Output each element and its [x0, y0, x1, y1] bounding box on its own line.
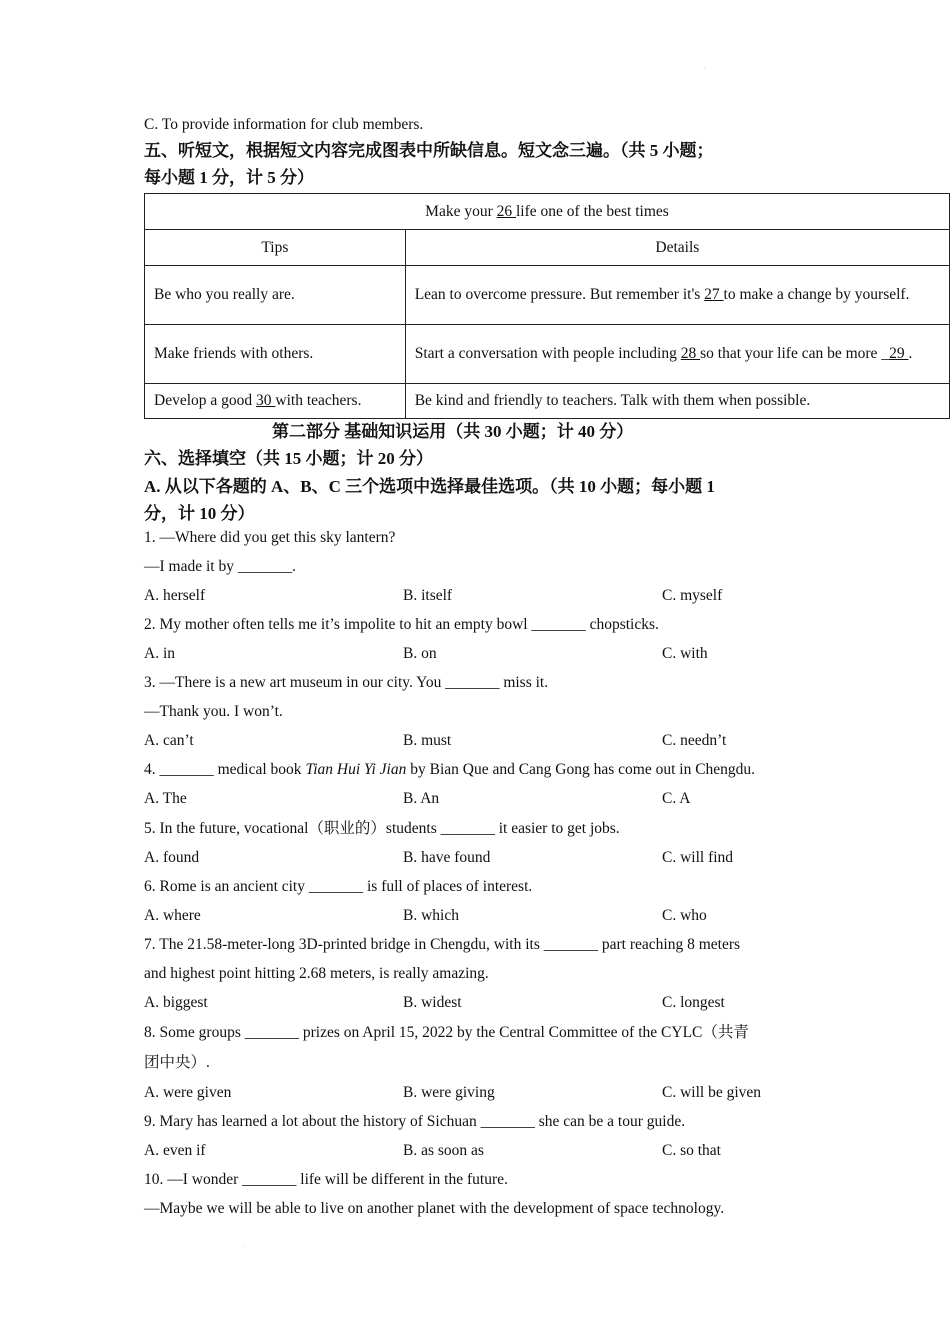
option-b: B. as soon as [403, 1142, 484, 1159]
option-b: B. itself [403, 587, 453, 604]
section5-heading-line2: 每小题 1 分，计 5 分） [144, 168, 314, 187]
option-c: C. myself [662, 587, 723, 604]
blank-30: 30 [256, 392, 276, 409]
question-9-options [144, 1141, 950, 1161]
option-a: A. even if [144, 1142, 206, 1159]
question-1-stem: 1. —Where did you get this sky lantern? [144, 529, 396, 546]
option-a: A. in [144, 645, 175, 662]
prev-question-option-c: C. To provide information for club members. [144, 116, 424, 133]
option-b: B. An [403, 790, 440, 807]
option-a: A. where [144, 907, 201, 924]
table-row [145, 384, 950, 419]
option-a: A. found [144, 849, 200, 866]
option-a: A. biggest [144, 994, 208, 1011]
part2-heading: 第二部分 基础知识运用（共 30 小题；计 40 分） [272, 422, 634, 441]
option-a: A. were given [144, 1084, 232, 1101]
book-title: Tian Hui Yi Jian [305, 761, 407, 778]
question-7-stem-line2: and highest point hitting 2.68 meters, is really amazing. [144, 965, 489, 982]
detail-cell: Lean to overcome pressure. But remember it's 27 to make a change by yourself. [405, 266, 949, 325]
sectionA-heading-line2: 分，计 10 分） [144, 504, 255, 523]
question-1-reply: —I made it by _______. [144, 558, 296, 575]
table-header-row [145, 230, 950, 266]
question-8-stem-line1: 8. Some groups _______ prizes on April 15, 2022 by the Central Committee of the CYLC（共青 [144, 1024, 749, 1041]
sectionA-heading-line1: A. 从以下各题的 A、B、C 三个选项中选择最佳选项。（共 10 小题；每小题 1 [144, 477, 715, 496]
question-9-stem: 9. Mary has learned a lot about the history of Sichuan _______ she can be a tour guide. [144, 1113, 686, 1130]
listening-info-table [144, 193, 950, 419]
question-6-options [144, 906, 950, 926]
question-2-stem: 2. My mother often tells me it’s impolite to hit an empty bowl _______ chopsticks. [144, 616, 659, 633]
question-1-options [144, 586, 950, 606]
question-8-options [144, 1083, 950, 1103]
option-b: B. on [403, 645, 437, 662]
option-c: C. who [662, 907, 707, 924]
question-5-options [144, 848, 950, 868]
option-c: C. will find [662, 849, 734, 866]
table-row [145, 266, 950, 325]
option-c: C. with [662, 645, 708, 662]
question-2-options [144, 644, 950, 664]
tip-cell: Make friends with others. [145, 325, 406, 384]
table-title-row [145, 194, 950, 230]
question-3-reply: —Thank you. I won’t. [144, 703, 283, 720]
option-c: C. so that [662, 1142, 721, 1159]
section5-heading-line1: 五、听短文，根据短文内容完成图表中所缺信息。短文念三遍。（共 5 小题； [144, 141, 714, 160]
table-title-cell: Make your 26 life one of the best times [145, 194, 950, 230]
option-a: A. can’t [144, 732, 194, 749]
col-header-tips: Tips [145, 230, 406, 266]
scan-dot-top: · [704, 66, 706, 72]
blank-27: 27 [704, 286, 724, 303]
option-c: C. needn’t [662, 732, 727, 749]
blank-28: 28 [680, 345, 701, 362]
blank-26: 26 [496, 202, 516, 220]
question-3-options [144, 731, 950, 751]
question-3-stem: 3. —There is a new art museum in our city. You _______ miss it. [144, 674, 549, 691]
option-b: B. have found [403, 849, 491, 866]
option-a: A. The [144, 790, 187, 807]
tip-cell: Be who you really are. [145, 266, 406, 325]
option-c: C. longest [662, 994, 725, 1011]
option-a: A. herself [144, 587, 206, 604]
option-b: B. which [403, 907, 459, 924]
option-c: C. A [662, 790, 691, 807]
question-6-stem: 6. Rome is an ancient city _______ is full of places of interest. [144, 878, 533, 895]
question-4-options [144, 789, 950, 809]
table-row [145, 325, 950, 384]
blank-29: 29 [889, 345, 909, 362]
question-10-reply: —Maybe we will be able to live on another planet with the development of space technology. [144, 1200, 725, 1217]
detail-cell: Start a conversation with people including 28 so that your life can be more _29 . [405, 325, 949, 384]
option-b: B. widest [403, 994, 462, 1011]
question-7-stem-line1: 7. The 21.58-meter-long 3D-printed bridge in Chengdu, with its _______ part reaching 8 meters [144, 936, 741, 953]
option-b: B. must [403, 732, 452, 749]
detail-cell: Be kind and friendly to teachers. Talk with them when possible. [405, 384, 949, 419]
question-8-stem-line2: 团中央）. [144, 1054, 210, 1071]
question-10-stem: 10. —I wonder _______ life will be different in the future. [144, 1171, 508, 1188]
question-5-stem: 5. In the future, vocational（职业的）students _______ it easier to get jobs. [144, 820, 620, 837]
option-b: B. were giving [403, 1084, 495, 1101]
scan-dot-bottom: · [244, 1244, 246, 1250]
col-header-details: Details [405, 230, 949, 266]
section6-heading: 六、选择填空（共 15 小题；计 20 分） [144, 449, 433, 468]
question-7-options [144, 993, 950, 1013]
option-c: C. will be given [662, 1084, 762, 1101]
tip-cell: Develop a good 30 with teachers. [145, 384, 406, 419]
question-4-stem: 4. _______ medical book Tian Hui Yi Jian by Bian Que and Cang Gong has come out in Chengdu. [144, 761, 756, 778]
